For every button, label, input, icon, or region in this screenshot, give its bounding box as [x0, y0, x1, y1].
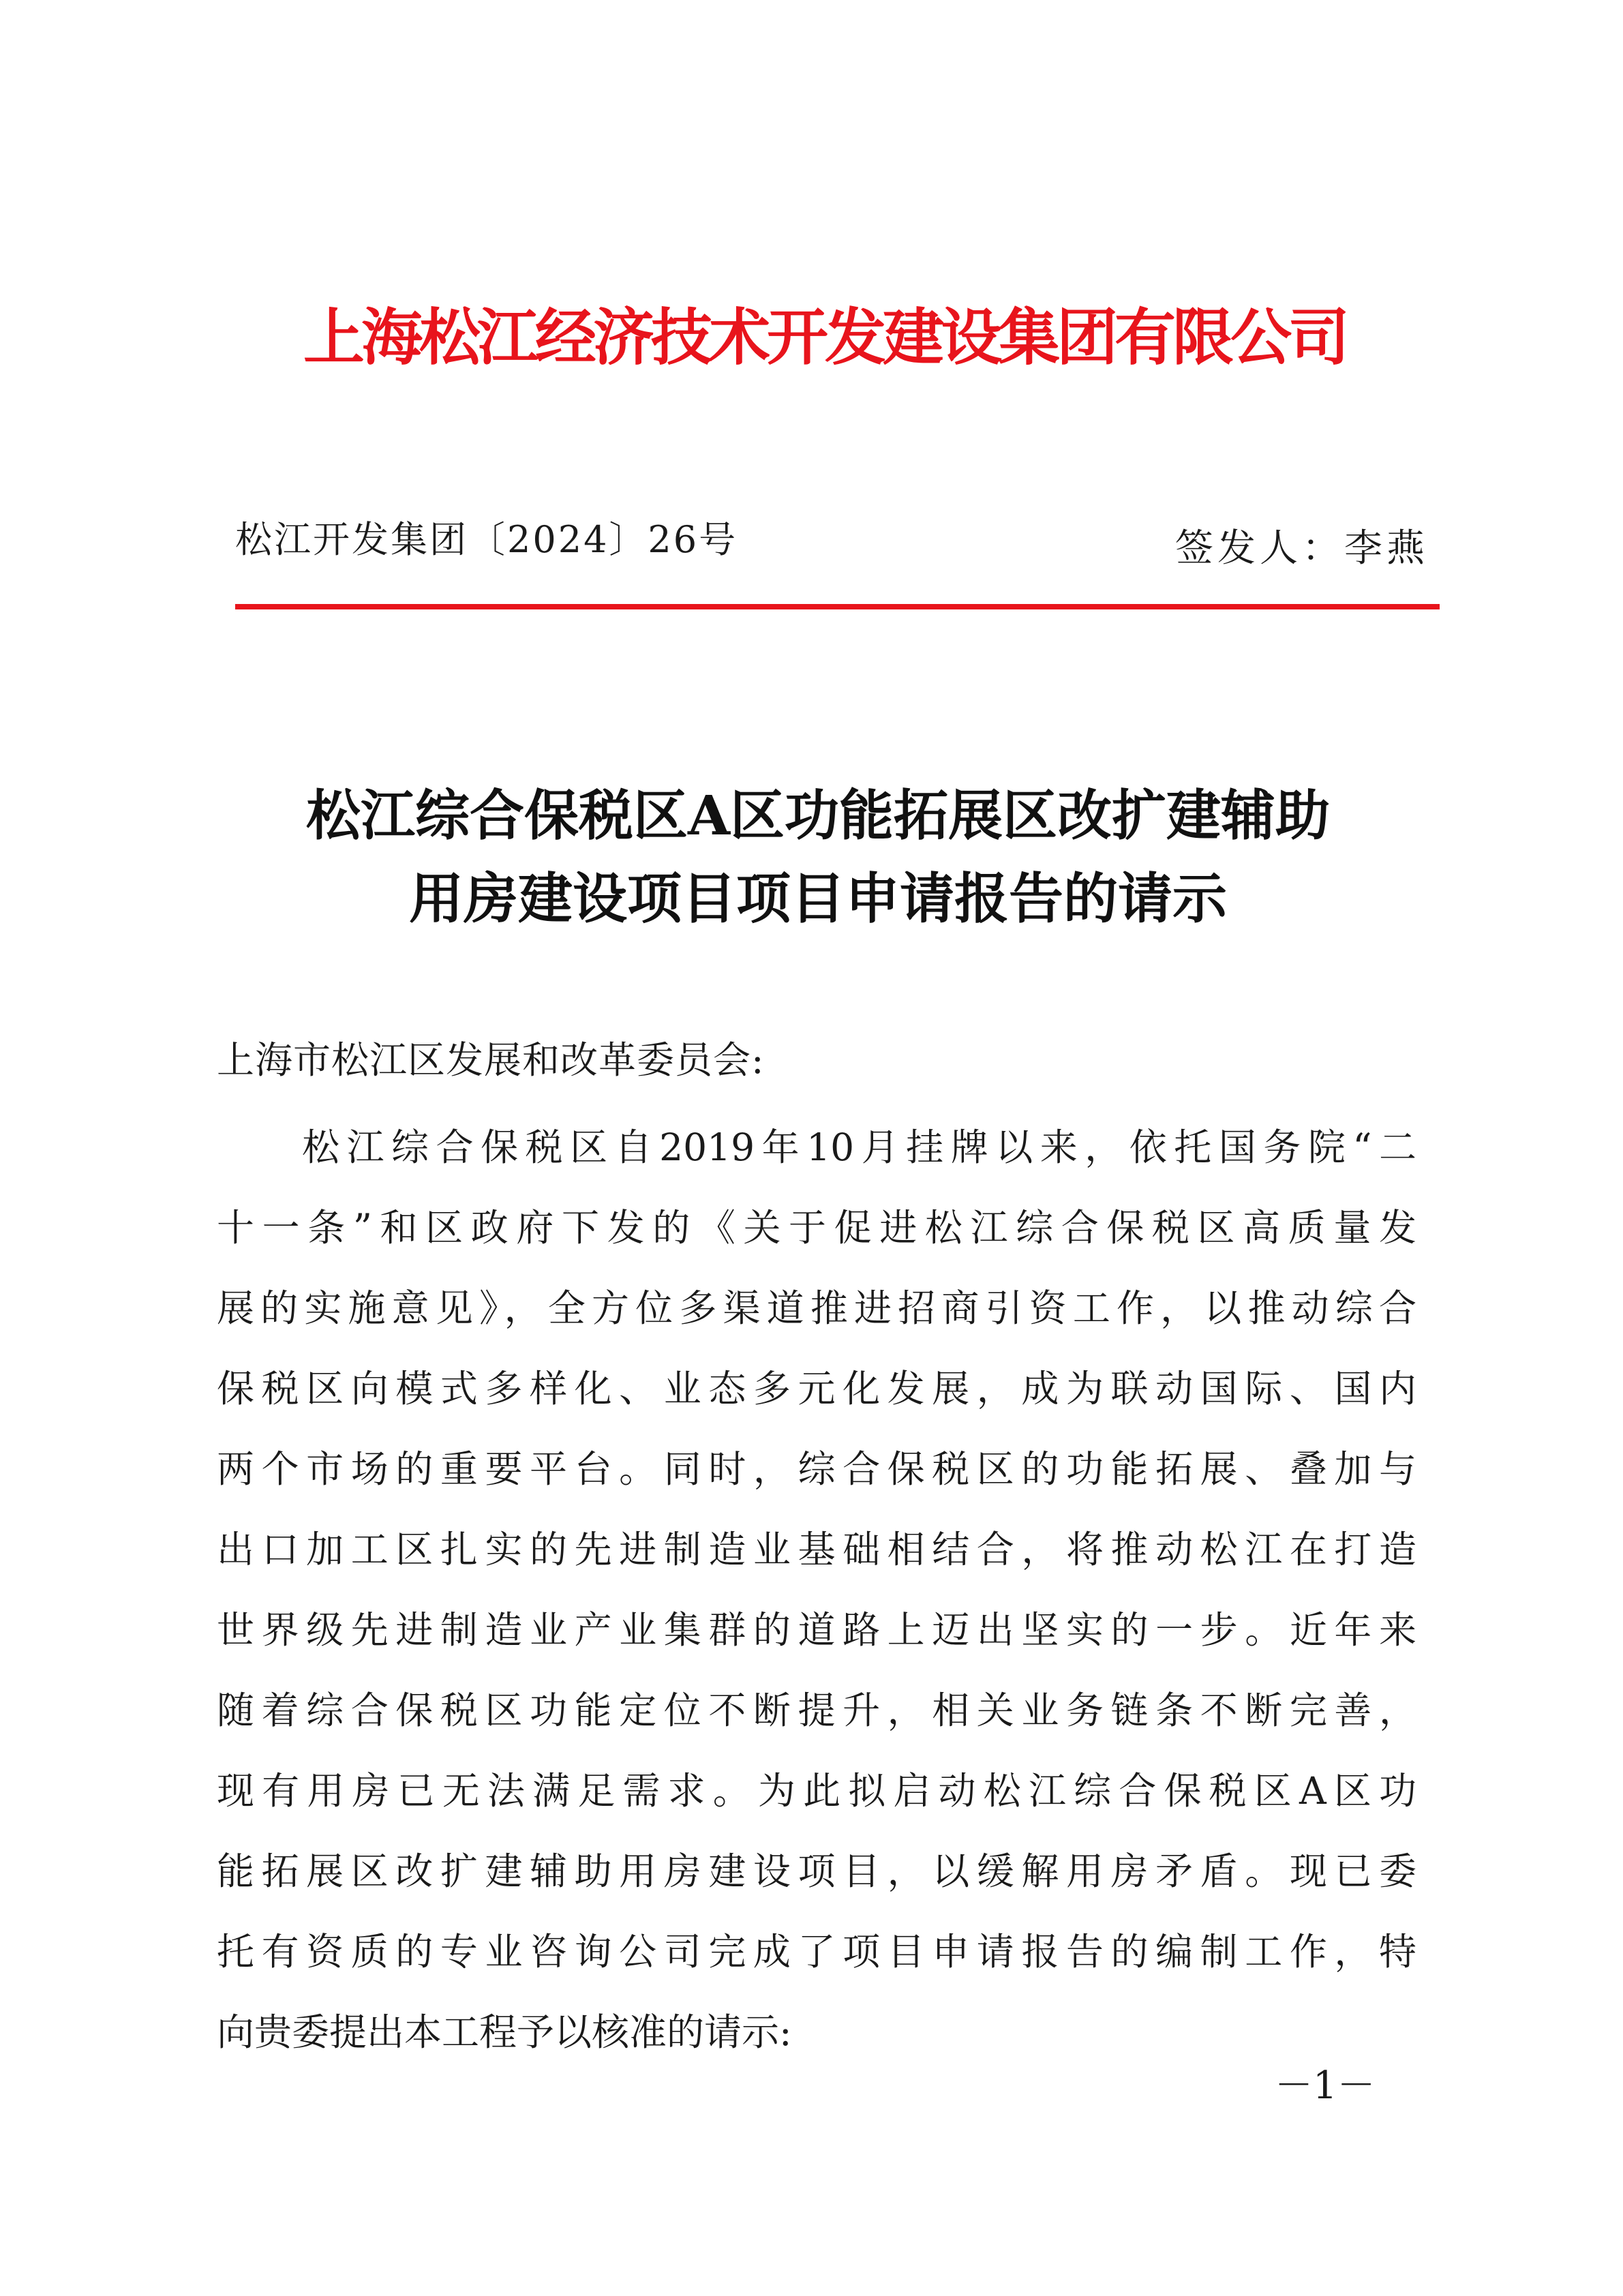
body-line: 展的实施意见》，全方位多渠道推进招商引资工作，以推动综合	[217, 1286, 1416, 1330]
body-line: 世界级先进制造业产业集群的道路上迈出坚实的一步。近年来	[217, 1608, 1416, 1652]
body-line: 随着综合保税区功能定位不断提升，相关业务链条不断完善，	[217, 1689, 1416, 1732]
document-title-line-2: 用房建设项目项目申请报告的请示	[409, 866, 1227, 931]
red-divider-line	[235, 604, 1440, 609]
body-line: 松江综合保税区自2019年10月挂牌以来，依托国务院“二	[302, 1126, 1416, 1169]
body-line: 两个市场的重要平台。同时，综合保税区的功能拓展、叠加与	[217, 1447, 1416, 1491]
document-number: 松江开发集团〔2024〕26号	[235, 518, 738, 561]
document-title	[204, 774, 1431, 940]
body-line: 现有用房已无法满足需求。为此拟启动松江综合保税区A区功	[217, 1769, 1416, 1813]
body-line: 保税区向模式多样化、业态多元化发展，成为联动国际、国内	[217, 1367, 1416, 1410]
body-line: 能拓展区改扩建辅助用房建设项目，以缓解用房矛盾。现已委	[217, 1849, 1416, 1893]
body-line: 十一条”和区政府下发的《关于促进松江综合保税区高质量发	[217, 1206, 1416, 1250]
body-line: 出口加工区扎实的先进制造业基础相结合，将推动松江在打造	[217, 1528, 1416, 1571]
body-line: 向贵委提出本工程予以核准的请示:	[217, 2010, 792, 2054]
issuing-organization-header: 上海松江经济技术开发建设集团有限公司	[303, 301, 1346, 374]
document-title-line-1: 松江综合保税区A区功能拓展区改扩建辅助	[305, 783, 1331, 847]
signer: 签发人：李燕	[1175, 526, 1429, 571]
body-paragraph	[217, 1107, 1416, 2072]
addressee: 上海市松江区发展和改革委员会:	[217, 1038, 765, 1082]
page-number: －1－	[1275, 2064, 1376, 2108]
body-line: 托有资质的专业咨询公司完成了项目申请报告的编制工作，特	[217, 1930, 1416, 1974]
